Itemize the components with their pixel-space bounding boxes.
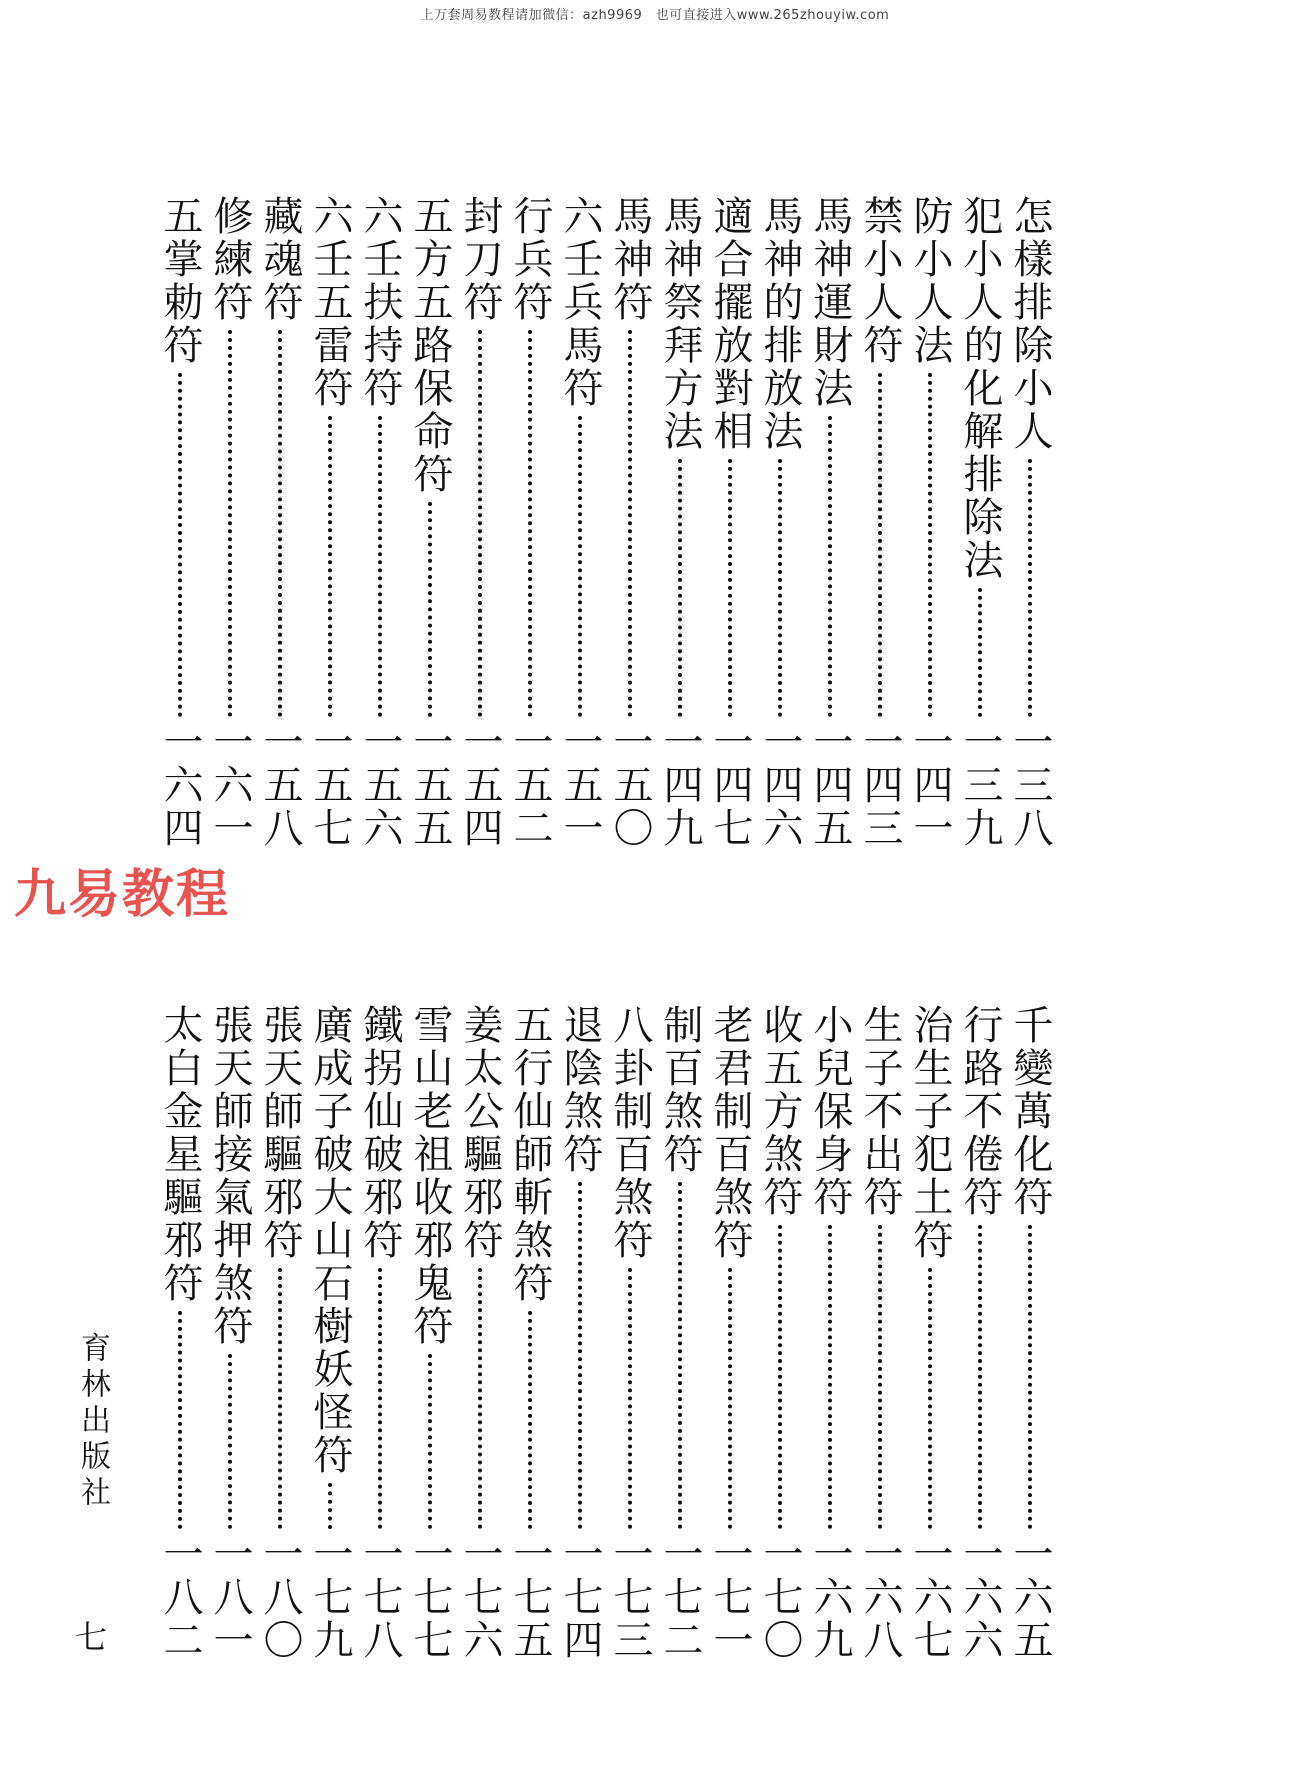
toc-entry	[605, 1004, 655, 1662]
toc-entry-page: 一八二	[157, 1533, 203, 1662]
toc-upper-block	[0, 195, 1310, 850]
toc-entry	[155, 195, 205, 850]
toc-entry-title: 制百煞符	[657, 1004, 703, 1176]
toc-entry	[455, 195, 505, 850]
toc-entry	[555, 195, 605, 850]
toc-entry-page: 一五五	[407, 721, 453, 850]
toc-entry-page: 一五八	[257, 721, 303, 850]
toc-entry	[755, 1004, 805, 1662]
toc-entry	[805, 195, 855, 850]
toc-entry-title: 馬神祭拜方法	[657, 195, 703, 453]
toc-entry-title: 適合擺放對相	[707, 195, 753, 453]
toc-entry-page: 一七一	[707, 1533, 753, 1662]
toc-dot-leader	[178, 1311, 182, 1529]
toc-entry-title: 老君制百煞符	[707, 1004, 753, 1262]
toc-entry-title: 行兵符	[507, 195, 553, 324]
toc-entry-page: 一七〇	[757, 1533, 803, 1662]
toc-dot-leader	[878, 1225, 882, 1529]
toc-entry-title: 六壬兵馬符	[557, 195, 603, 410]
toc-entry-page: 一七三	[607, 1533, 653, 1662]
toc-entry	[555, 1004, 605, 1662]
toc-entry	[855, 195, 905, 850]
toc-entry-page: 一五一	[557, 721, 603, 850]
toc-dot-leader	[328, 1483, 332, 1529]
toc-entry-page: 一六九	[807, 1533, 853, 1662]
toc-entry	[205, 1004, 255, 1662]
toc-entry-title: 怎樣排除小人	[1007, 195, 1053, 453]
publisher-name: 育林出版社	[75, 1332, 110, 1512]
toc-entry-page: 一四九	[657, 721, 703, 850]
toc-entry	[505, 1004, 555, 1662]
toc-entry-title: 廣成子破大山石樹妖怪符	[307, 1004, 353, 1477]
toc-entry-title: 鐵拐仙破邪符	[357, 1004, 403, 1262]
toc-entry-page: 一三九	[957, 721, 1003, 850]
toc-dot-leader	[428, 502, 432, 717]
toc-entry-page: 一八〇	[257, 1533, 303, 1662]
toc-entry	[955, 195, 1005, 850]
toc-dot-leader	[228, 330, 232, 717]
toc-entry	[605, 195, 655, 850]
toc-dot-leader	[378, 416, 382, 717]
toc-entry-page: 一五二	[507, 721, 553, 850]
toc-entry-title: 張天師驅邪符	[257, 1004, 303, 1262]
toc-entry-page: 一七九	[307, 1533, 353, 1662]
toc-dot-leader	[378, 1268, 382, 1529]
toc-dot-leader	[678, 1182, 682, 1529]
toc-entry-page: 一六八	[857, 1533, 903, 1662]
toc-entry	[405, 195, 455, 850]
toc-entry-page: 一七四	[557, 1533, 603, 1662]
toc-dot-leader	[678, 459, 682, 717]
toc-entry-page: 一四三	[857, 721, 903, 850]
toc-dot-leader	[328, 416, 332, 717]
toc-dot-leader	[578, 416, 582, 717]
toc-dot-leader	[928, 373, 932, 717]
toc-entry	[355, 195, 405, 850]
toc-entry	[905, 1004, 955, 1662]
toc-entry	[655, 195, 705, 850]
toc-entry-title: 馬神的排放法	[757, 195, 803, 453]
toc-dot-leader	[1028, 1225, 1032, 1529]
toc-entry-page: 一六五	[1007, 1533, 1053, 1662]
toc-entry-page: 一五七	[307, 721, 353, 850]
toc-dot-leader	[728, 1268, 732, 1529]
toc-entry-title: 姜太公驅邪符	[457, 1004, 503, 1262]
toc-entry-title: 行路不倦符	[957, 1004, 1003, 1219]
toc-entry-page: 一四七	[707, 721, 753, 850]
toc-entry-title: 收五方煞符	[757, 1004, 803, 1219]
toc-entry	[855, 1004, 905, 1662]
toc-entry	[305, 1004, 355, 1662]
toc-entry	[255, 1004, 305, 1662]
toc-dot-leader	[478, 330, 482, 717]
toc-entry-title: 藏魂符	[257, 195, 303, 324]
toc-dot-leader	[778, 459, 782, 717]
toc-dot-leader	[778, 1225, 782, 1529]
toc-dot-leader	[828, 1225, 832, 1529]
toc-entry	[505, 195, 555, 850]
toc-entry-title: 五掌勅符	[157, 195, 203, 367]
toc-entry	[805, 1004, 855, 1662]
toc-entry	[1005, 1004, 1055, 1662]
toc-entry	[455, 1004, 505, 1662]
toc-entry	[155, 1004, 205, 1662]
toc-entry-page: 一五四	[457, 721, 503, 850]
toc-entry-page: 一三八	[1007, 721, 1053, 850]
toc-entry	[205, 195, 255, 850]
toc-entry	[655, 1004, 705, 1662]
toc-entry-page: 一七八	[357, 1533, 403, 1662]
toc-entry	[755, 195, 805, 850]
toc-entry-title: 生子不出符	[857, 1004, 903, 1219]
toc-dot-leader	[728, 459, 732, 717]
toc-entry-title: 退陰煞符	[557, 1004, 603, 1176]
toc-entry-title: 太白金星驅邪符	[157, 1004, 203, 1305]
toc-dot-leader	[178, 373, 182, 717]
toc-entry-title: 修練符	[207, 195, 253, 324]
toc-entry	[405, 1004, 455, 1662]
toc-entry	[955, 1004, 1005, 1662]
toc-dot-leader	[528, 1311, 532, 1529]
toc-entry-title: 五行仙師斬煞符	[507, 1004, 553, 1305]
toc-entry-title: 張天師接氣押煞符	[207, 1004, 253, 1348]
toc-dot-leader	[878, 373, 882, 717]
toc-entry-page: 一七二	[657, 1533, 703, 1662]
toc-entry-page: 一七五	[507, 1533, 553, 1662]
toc-entry-title: 馬神運財法	[807, 195, 853, 410]
toc-dot-leader	[278, 1268, 282, 1529]
toc-entry-title: 六壬五雷符	[307, 195, 353, 410]
toc-entry-title: 治生子犯土符	[907, 1004, 953, 1262]
toc-dot-leader	[528, 330, 532, 717]
toc-dot-leader	[1028, 459, 1032, 717]
watermark-text: 九易教程	[14, 865, 231, 925]
toc-entry-title: 雪山老祖收邪鬼符	[407, 1004, 453, 1348]
toc-dot-leader	[278, 330, 282, 717]
toc-entry-title: 八卦制百煞符	[607, 1004, 653, 1262]
toc-entry-title: 千變萬化符	[1007, 1004, 1053, 1219]
toc-entry	[905, 195, 955, 850]
toc-entry-page: 一五〇	[607, 721, 653, 850]
toc-entry-page: 一四六	[757, 721, 803, 850]
toc-entry	[305, 195, 355, 850]
toc-dot-leader	[828, 416, 832, 717]
toc-entry-title: 五方五路保命符	[407, 195, 453, 496]
toc-entry	[705, 195, 755, 850]
toc-entry-page: 一六四	[157, 721, 203, 850]
toc-entry-page: 一四五	[807, 721, 853, 850]
toc-dot-leader	[628, 1268, 632, 1529]
toc-entry	[705, 1004, 755, 1662]
toc-entry-page: 一六六	[957, 1533, 1003, 1662]
toc-entry-title: 犯小人的化解排除法	[957, 195, 1003, 582]
toc-entry-title: 六壬扶持符	[357, 195, 403, 410]
toc-entry-page: 一五六	[357, 721, 403, 850]
toc-dot-leader	[928, 1268, 932, 1529]
toc-entry	[255, 195, 305, 850]
toc-entry-page: 一四一	[907, 721, 953, 850]
toc-lower-block	[0, 1004, 1310, 1662]
toc-entry	[355, 1004, 405, 1662]
toc-dot-leader	[428, 1354, 432, 1529]
toc-dot-leader	[228, 1354, 232, 1529]
toc-dot-leader	[978, 588, 982, 717]
toc-entry-title: 馬神符	[607, 195, 653, 324]
toc-dot-leader	[978, 1225, 982, 1529]
toc-entry-page: 一六七	[907, 1533, 953, 1662]
toc-entry-page: 一七六	[457, 1533, 503, 1662]
toc-entry-title: 禁小人符	[857, 195, 903, 367]
page-number: 七	[75, 1618, 108, 1656]
toc-entry-title: 小兒保身符	[807, 1004, 853, 1219]
toc-entry-title: 防小人法	[907, 195, 953, 367]
toc-entry-page: 一八一	[207, 1533, 253, 1662]
toc-entry-page: 一六一	[207, 721, 253, 850]
toc-dot-leader	[578, 1182, 582, 1529]
top-banner: 上万套周易教程请加微信：azh9969 也可直接进入www.265zhouyiw.com	[420, 8, 890, 23]
toc-entry-page: 一七七	[407, 1533, 453, 1662]
toc-entry-title: 封刀符	[457, 195, 503, 324]
toc-dot-leader	[478, 1268, 482, 1529]
toc-dot-leader	[628, 330, 632, 717]
toc-entry	[1005, 195, 1055, 850]
